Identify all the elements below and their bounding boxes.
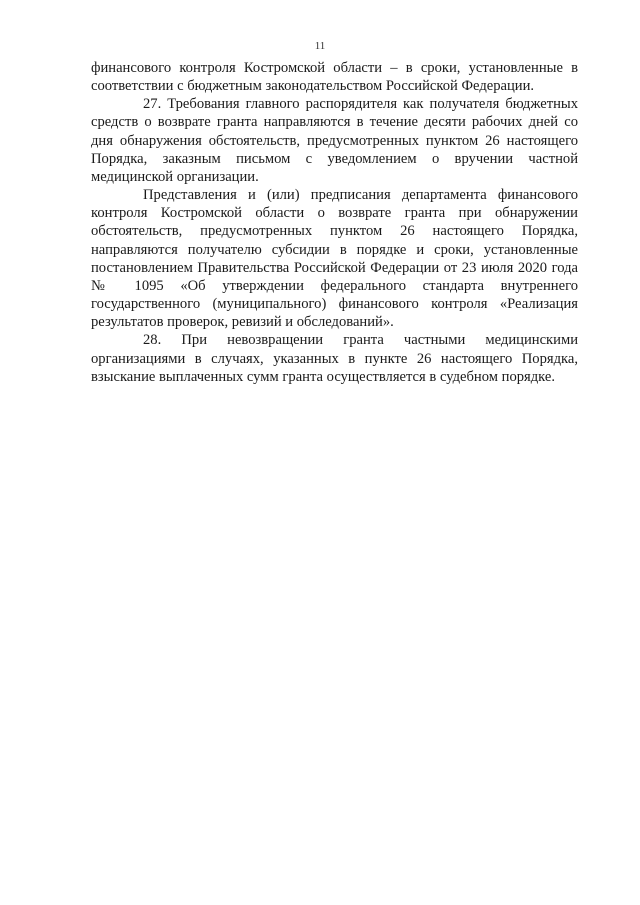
document-body: [91, 59, 578, 386]
paragraph-item-28: 28. При невозвращении гранта частными медицинскими организациями в случаях, указанных в пункте 26 настоящего Порядка, взыскание выплаченных сумм гранта осуществляется в судебном порядке.: [91, 332, 578, 385]
paragraph-item-27: 27. Требования главного распорядителя как получателя бюджетных средств о возврате гранта направляются в течение десяти рабочих дней со дня обнаружения обстоятельств, предусмотренных пунктом 26 настоящего Порядка, заказным письмом с уведомлением о вручении частной медицинской организации.: [91, 96, 578, 185]
page-number: 11: [314, 40, 326, 52]
paragraph-continuation: финансового контроля Костромской области – в сроки, установленные в соответствии с бюджетным законодательством Российской Федерации.: [91, 60, 578, 95]
paragraph-representations: Представления и (или) предписания департамента финансового контроля Костромской области о возврате гранта при обнаружении обстоятельств, предусмотренных пунктом 26 настоящего Порядка, направляются получателю субсидии в порядке и сроки, установленные постановлением Правительства Российской Федерации от 23 июля 2020 года № 1095 «Об утверждении федерального стандарта внутреннего государственного (муниципального) финансового контроля «Реализация результатов проверок, ревизий и обследований».: [91, 187, 578, 331]
